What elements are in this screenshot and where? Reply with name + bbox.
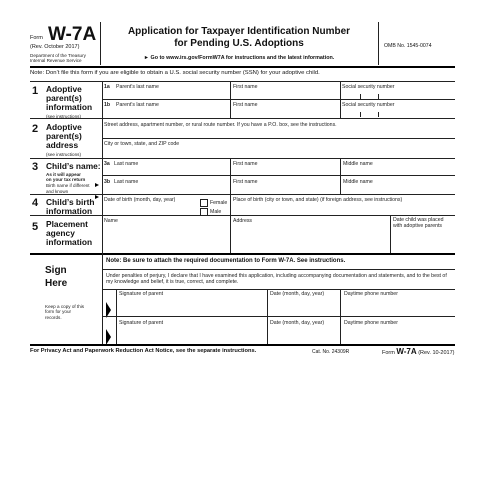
form-title-line2: for Pending U.S. Adoptions xyxy=(174,38,304,49)
row-1a-rule xyxy=(102,99,455,100)
section-3-sub-and-known: and known xyxy=(46,189,69,194)
child-dob-field[interactable]: Date of birth (month, day, year) xyxy=(104,197,176,203)
section-1-title-line1: Adoptive xyxy=(46,84,82,94)
street-address-field[interactable]: Street address, apartment number, or rural route number. If you have a P.O. box, see the instructions. xyxy=(104,122,337,128)
section-3-arrow-b xyxy=(95,188,99,206)
section-2-see-instructions: (see instructions) xyxy=(46,152,81,157)
date-parent-1-field[interactable]: Date (month, day, year) xyxy=(270,291,325,297)
section-1-number: 1 xyxy=(32,85,39,97)
form-title-line1: Application for Taxpayer Identification Number xyxy=(127,26,351,37)
child-3a-first-name-field[interactable]: First name xyxy=(233,161,258,167)
keep-copy-line2: form for your xyxy=(45,309,72,315)
header-divider-right xyxy=(378,22,379,65)
ssn-separator xyxy=(360,112,361,117)
section-2-title-line1: Adoptive xyxy=(46,122,82,132)
child-3a-last-name-field[interactable]: Last name xyxy=(114,161,139,167)
section-5-number: 5 xyxy=(32,221,39,233)
omb-number: OMB No. 1545-0074 xyxy=(384,43,432,49)
section-4-title-line2: information xyxy=(46,206,93,216)
male-label: Male xyxy=(210,209,222,215)
documentation-note: Note: Be sure to attach the required documentation to Form W-7A. See instructions. xyxy=(106,258,346,264)
section-4-title xyxy=(46,198,95,216)
sign-heading-line1: Sign xyxy=(45,265,67,276)
perjury-statement: Under penalties of perjury, I declare that I have examined this application, including accompanying documentation and statements, and to the best of my knowledge and belief, it is true, correct, and complete. xyxy=(106,273,447,285)
parent-1b-last-name-field[interactable]: Parent’s last name xyxy=(116,102,159,108)
child-3b-middle-name-field[interactable]: Middle name xyxy=(343,179,373,185)
row-3a-tag: 3a xyxy=(104,161,110,167)
section-3-number: 3 xyxy=(32,161,39,173)
ssn-separator xyxy=(378,94,379,99)
section-1-title xyxy=(46,85,92,112)
phone-parent-1-field[interactable]: Daytime phone number xyxy=(344,291,398,297)
parent-1a-last-name-field[interactable]: Parent’s last name xyxy=(116,84,159,90)
phone-parent-2-field[interactable]: Daytime phone number xyxy=(344,320,398,326)
footer-revision: (Rev. 10-2017) xyxy=(418,350,455,356)
section-3-title: Child’s name: xyxy=(46,161,101,171)
section-2-number: 2 xyxy=(32,123,39,135)
signature-parent-1-field[interactable]: Signature of parent xyxy=(119,291,164,297)
form-number: W-7A xyxy=(48,24,97,45)
sign-here-heading xyxy=(45,264,67,290)
privacy-notice: For Privacy Act and Paperwork Reduction Act Notice, see the separate instructions. xyxy=(30,348,257,354)
col-divider-ssn xyxy=(340,81,341,118)
section-2-title xyxy=(46,123,82,150)
section-5-title-line2: agency xyxy=(46,228,75,238)
col-divider-agency-address xyxy=(230,215,231,253)
keep-copy-line1: Keep a copy of this xyxy=(45,304,85,309)
street-address-rule xyxy=(102,138,455,139)
female-label: Female xyxy=(210,200,228,206)
sign-column-divider xyxy=(102,253,103,344)
col-divider-date-placed xyxy=(390,215,391,253)
eligibility-note: Note: Don’t file this form if you are eligible to obtain a U.S. social security number (SSN) for your adoptive child. xyxy=(30,70,320,76)
col-divider-first xyxy=(230,81,231,118)
ssn-separator xyxy=(378,112,379,117)
section-3-bottom-rule xyxy=(30,194,455,195)
date-placed-field[interactable]: Date child was placed with adoptive parents xyxy=(393,217,444,229)
signature-arrow-2 xyxy=(106,329,111,345)
parent-1a-first-name-field[interactable]: First name xyxy=(233,84,258,90)
section-1-bottom-rule xyxy=(30,118,455,119)
footer-form-id xyxy=(382,347,454,356)
footer-form-word: Form xyxy=(382,350,395,356)
city-state-zip-field[interactable]: City or town, state, and ZIP code xyxy=(104,141,180,147)
section-5-title-line1: Placement xyxy=(46,219,88,229)
form-revision: (Rev. October 2017) xyxy=(30,44,80,50)
ssn-separator xyxy=(360,94,361,99)
footer-form-number: W-7A xyxy=(396,347,417,356)
section-3-sub-birth-name: Birth name if different xyxy=(46,183,90,188)
section-2-title-line2: parent(s) xyxy=(46,131,82,141)
section-5-bottom-rule xyxy=(30,253,455,255)
agency-line: Internal Revenue Service xyxy=(30,58,82,63)
section-4-number: 4 xyxy=(32,197,39,209)
col-divider-child-first xyxy=(230,158,231,194)
sig-row1-top-rule xyxy=(102,289,455,290)
parent-1b-ssn-field[interactable]: Social security number xyxy=(342,102,395,108)
row-3b-tag: 3b xyxy=(104,179,111,185)
female-checkbox[interactable] xyxy=(200,199,208,207)
header-bottom-rule xyxy=(30,66,455,68)
row-1b-tag: 1b xyxy=(104,102,111,108)
sign-bottom-rule xyxy=(30,344,455,346)
catalog-number: Cat. No. 24309R xyxy=(312,349,350,355)
section-5-title-line3: information xyxy=(46,237,93,247)
label-column-divider xyxy=(102,81,103,253)
form-label: Form xyxy=(30,35,43,41)
signature-parent-2-field[interactable]: Signature of parent xyxy=(119,320,164,326)
section-2-bottom-rule xyxy=(30,158,455,159)
child-3a-middle-name-field[interactable]: Middle name xyxy=(343,161,373,167)
section-4-title-line1: Child’s birth xyxy=(46,197,95,207)
section-5-title xyxy=(46,220,92,247)
department-line: Department of the Treasury xyxy=(30,53,86,58)
section-1-title-line3: information xyxy=(46,102,93,112)
section-1-title-line2: parent(s) xyxy=(46,93,82,103)
child-3b-last-name-field[interactable]: Last name xyxy=(114,179,139,185)
col-divider-place xyxy=(230,194,231,215)
section-4-bottom-rule xyxy=(30,215,455,216)
parent-1b-first-name-field[interactable]: First name xyxy=(233,102,258,108)
section-3-sub-as-appear: As it will appear xyxy=(46,172,81,177)
row-3a-rule xyxy=(102,175,455,176)
goto-instructions: ► Go to www.irs.gov/FormW7A for instructions and the latest information. xyxy=(143,55,335,61)
sig-row2-top-rule xyxy=(102,316,455,317)
child-3b-first-name-field[interactable]: First name xyxy=(233,179,258,185)
col-divider-child-middle xyxy=(340,158,341,194)
agency-name-field[interactable]: Name xyxy=(104,218,118,224)
section-2-title-line3: address xyxy=(46,140,79,150)
keep-copy-note xyxy=(45,304,84,320)
keep-copy-line3: records. xyxy=(45,314,62,320)
parent-1a-ssn-field[interactable]: Social security number xyxy=(342,84,395,90)
agency-address-field[interactable]: Address xyxy=(233,218,253,224)
section-1-see-instructions: (see instructions) xyxy=(46,114,81,119)
documentation-note-rule xyxy=(102,269,455,270)
sign-heading-line2: Here xyxy=(45,278,68,289)
section-3-sub-tax-return: on your tax return xyxy=(46,177,86,182)
place-of-birth-field[interactable]: Place of birth (city or town, and state) (if foreign address, see instructions) xyxy=(233,197,403,203)
date-parent-2-field[interactable]: Date (month, day, year) xyxy=(270,320,325,326)
row-1a-tag: 1a xyxy=(104,84,110,90)
note-bottom-rule xyxy=(30,81,455,82)
form-title xyxy=(100,26,378,50)
